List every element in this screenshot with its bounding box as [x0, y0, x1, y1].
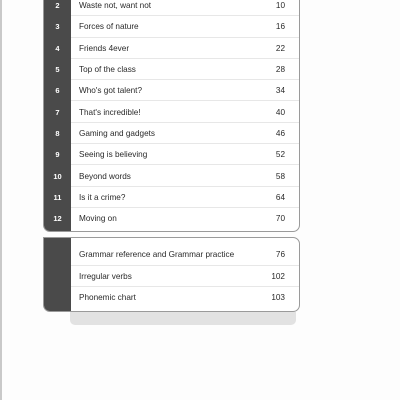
- unit-number: 8: [55, 128, 60, 138]
- contents-box: [43, 0, 300, 232]
- unit-title: Forces of nature: [79, 22, 139, 32]
- unit-number: 7: [55, 107, 60, 117]
- contents-row[interactable]: [44, 187, 299, 208]
- unit-title: Top of the class: [79, 65, 136, 75]
- contents-row[interactable]: [44, 208, 299, 229]
- unit-number: 2: [55, 1, 60, 11]
- page-number: 52: [275, 150, 285, 160]
- reference-box: [43, 237, 300, 312]
- contents-row[interactable]: [44, 0, 299, 16]
- box-shadow-strip: [70, 312, 296, 325]
- unit-number: 3: [55, 22, 60, 32]
- contents-row[interactable]: [44, 38, 299, 59]
- contents-row[interactable]: [44, 16, 299, 37]
- page-number: 16: [275, 22, 285, 32]
- reference-title: Irregular verbs: [79, 271, 132, 281]
- unit-number: 5: [55, 65, 60, 75]
- reference-row[interactable]: [44, 266, 299, 288]
- page-number: 58: [275, 171, 285, 181]
- page-number: 102: [271, 271, 285, 281]
- unit-title: Beyond words: [79, 171, 131, 181]
- contents-row[interactable]: [44, 144, 299, 165]
- contents-row[interactable]: [44, 80, 299, 101]
- page-number: 64: [275, 192, 285, 202]
- unit-number: 4: [55, 43, 60, 53]
- unit-title: Gaming and gadgets: [79, 128, 156, 138]
- unit-title: That's incredible!: [79, 107, 141, 117]
- scan-edge: [0, 0, 2, 400]
- reference-title: Phonemic chart: [79, 293, 136, 303]
- page-number: 103: [271, 293, 285, 303]
- page-number: 40: [275, 107, 285, 117]
- unit-title: Seeing is believing: [79, 150, 148, 160]
- unit-title: Waste not, want not: [79, 1, 152, 11]
- unit-number: 11: [53, 192, 62, 202]
- page-number: 34: [275, 86, 285, 96]
- unit-number: 9: [55, 150, 60, 160]
- page-number: 28: [275, 65, 285, 75]
- unit-title: Friends 4ever: [79, 43, 130, 53]
- page-number: 22: [275, 43, 285, 53]
- contents-row[interactable]: [44, 102, 299, 123]
- reference-row[interactable]: [44, 287, 299, 309]
- reference-title: Grammar reference and Grammar practice: [79, 250, 235, 260]
- page-number: 76: [275, 250, 285, 260]
- contents-row[interactable]: [44, 165, 299, 186]
- contents-row[interactable]: [44, 59, 299, 80]
- unit-title: Is it a crime?: [79, 192, 126, 202]
- reference-row[interactable]: [44, 244, 299, 266]
- unit-number: 12: [53, 214, 62, 224]
- unit-number: 10: [53, 171, 62, 181]
- unit-number: 6: [55, 86, 60, 96]
- contents-row[interactable]: [44, 123, 299, 144]
- unit-title: Moving on: [79, 214, 117, 224]
- page-number: 46: [275, 128, 285, 138]
- unit-title: Who's got talent?: [79, 86, 143, 96]
- page-number: 10: [275, 1, 285, 11]
- page-number: 70: [275, 214, 285, 224]
